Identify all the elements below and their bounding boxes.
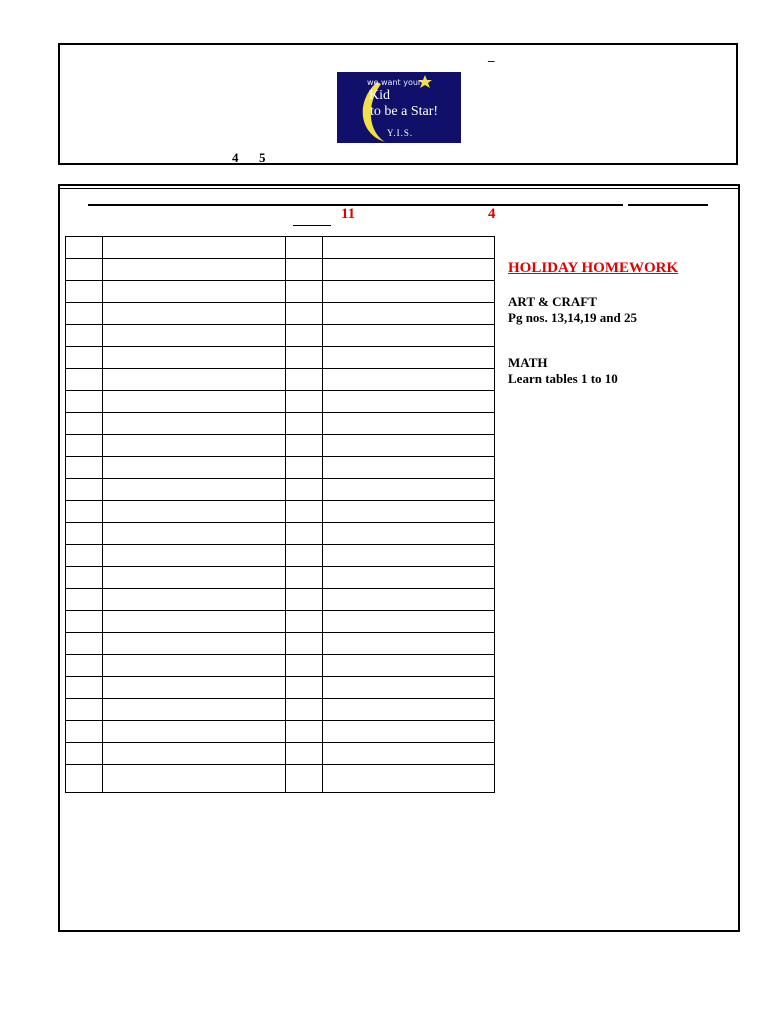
- table-row: [66, 655, 495, 677]
- table-cell: [66, 633, 103, 655]
- table-cell: [286, 523, 323, 545]
- table-cell: [286, 567, 323, 589]
- table-cell: [323, 633, 495, 655]
- table-cell: [323, 765, 495, 793]
- table-cell: [286, 369, 323, 391]
- table-cell: [66, 743, 103, 765]
- table-cell: [66, 347, 103, 369]
- table-row: [66, 567, 495, 589]
- table-cell: [66, 369, 103, 391]
- table-cell: [103, 523, 286, 545]
- table-cell: [323, 611, 495, 633]
- table-cell: [66, 281, 103, 303]
- table-cell: [66, 523, 103, 545]
- logo-text-line1: we want your: [367, 78, 422, 87]
- table-cell: [286, 501, 323, 523]
- table-cell: [66, 303, 103, 325]
- table-row: [66, 479, 495, 501]
- table-row: [66, 413, 495, 435]
- table-cell: [323, 743, 495, 765]
- table-cell: [286, 633, 323, 655]
- table-cell: [66, 721, 103, 743]
- table-cell: [103, 567, 286, 589]
- table-cell: [323, 655, 495, 677]
- table-cell: [286, 347, 323, 369]
- table-cell: [66, 501, 103, 523]
- table-cell: [66, 677, 103, 699]
- table-cell: [323, 325, 495, 347]
- table-cell: [323, 677, 495, 699]
- table-cell: [323, 369, 495, 391]
- table-row: [66, 391, 495, 413]
- table-row: [66, 545, 495, 567]
- blank-rule: [293, 225, 331, 226]
- table-row: [66, 325, 495, 347]
- table-row: [66, 501, 495, 523]
- table-cell: [286, 457, 323, 479]
- table-cell: [66, 589, 103, 611]
- table-cell: [66, 413, 103, 435]
- table-cell: [323, 303, 495, 325]
- table-cell: [66, 479, 103, 501]
- table-cell: [323, 347, 495, 369]
- table-cell: [66, 655, 103, 677]
- main-number-right: 4: [488, 206, 496, 222]
- table-row: [66, 237, 495, 259]
- table-row: [66, 281, 495, 303]
- table-cell: [323, 501, 495, 523]
- table-cell: [286, 435, 323, 457]
- table-cell: [66, 699, 103, 721]
- table-row: [66, 677, 495, 699]
- table-cell: [286, 259, 323, 281]
- table-cell: [103, 303, 286, 325]
- table-cell: [103, 545, 286, 567]
- table-cell: [286, 721, 323, 743]
- table-cell: [286, 677, 323, 699]
- table-cell: [103, 611, 286, 633]
- math-detail: Learn tables 1 to 10: [508, 371, 618, 386]
- table-cell: [66, 765, 103, 793]
- table-row: [66, 633, 495, 655]
- table-row: [66, 743, 495, 765]
- table-cell: [66, 325, 103, 347]
- table-cell: [323, 567, 495, 589]
- table-cell: [286, 303, 323, 325]
- logo-text-line2: Kid: [369, 88, 390, 103]
- table-cell: [286, 655, 323, 677]
- table-cell: [66, 545, 103, 567]
- logo-text-line3: to be a Star!: [370, 104, 439, 119]
- table-cell: [103, 633, 286, 655]
- table-cell: [286, 611, 323, 633]
- table-cell: [103, 281, 286, 303]
- title-rule-right: [628, 204, 708, 206]
- table-row: [66, 347, 495, 369]
- title-rule-left: [88, 204, 623, 206]
- table-cell: [323, 457, 495, 479]
- main-box-inner-rule: [60, 188, 738, 189]
- table-cell: [323, 281, 495, 303]
- table-cell: [286, 479, 323, 501]
- table-cell: [66, 237, 103, 259]
- table-cell: [66, 435, 103, 457]
- table-row: [66, 589, 495, 611]
- table-cell: [323, 479, 495, 501]
- table-cell: [103, 259, 286, 281]
- table-cell: [103, 699, 286, 721]
- table-cell: [286, 589, 323, 611]
- header-dash: _: [488, 48, 495, 63]
- table-row: [66, 721, 495, 743]
- table-cell: [323, 721, 495, 743]
- table-cell: [103, 391, 286, 413]
- table-cell: [323, 237, 495, 259]
- table-cell: [103, 721, 286, 743]
- table-row: [66, 259, 495, 281]
- table-cell: [323, 699, 495, 721]
- table-cell: [103, 237, 286, 259]
- table-cell: [323, 589, 495, 611]
- table-cell: [286, 743, 323, 765]
- table-row: [66, 765, 495, 793]
- table-cell: [103, 479, 286, 501]
- table-cell: [286, 237, 323, 259]
- table-cell: [103, 655, 286, 677]
- header-number-left: 4: [232, 150, 239, 165]
- table-cell: [286, 281, 323, 303]
- table-cell: [66, 567, 103, 589]
- blank-table: [65, 236, 495, 793]
- art-detail: Pg nos. 13,14,19 and 25: [508, 310, 637, 325]
- table-cell: [323, 545, 495, 567]
- table-row: [66, 303, 495, 325]
- table-cell: [66, 457, 103, 479]
- table-cell: [66, 611, 103, 633]
- homework-title: HOLIDAY HOMEWORK: [508, 260, 679, 276]
- table-row: [66, 523, 495, 545]
- table-cell: [103, 435, 286, 457]
- table-cell: [286, 765, 323, 793]
- art-heading: ART & CRAFT: [508, 294, 597, 309]
- table-row: [66, 699, 495, 721]
- table-cell: [103, 677, 286, 699]
- table-cell: [286, 413, 323, 435]
- table-cell: [286, 325, 323, 347]
- table-cell: [323, 259, 495, 281]
- table-cell: [103, 743, 286, 765]
- table-cell: [286, 699, 323, 721]
- table-cell: [66, 259, 103, 281]
- table-cell: [103, 589, 286, 611]
- school-logo: [337, 72, 461, 143]
- table-cell: [103, 501, 286, 523]
- table-row: [66, 611, 495, 633]
- table-row: [66, 457, 495, 479]
- header-number-right: 5: [259, 150, 266, 165]
- table-row: [66, 369, 495, 391]
- table-cell: [103, 347, 286, 369]
- table-cell: [103, 325, 286, 347]
- table-cell: [323, 391, 495, 413]
- table-cell: [66, 391, 103, 413]
- table-row: [66, 435, 495, 457]
- table-cell: [103, 369, 286, 391]
- table-cell: [103, 765, 286, 793]
- table-cell: [103, 457, 286, 479]
- math-heading: MATH: [508, 355, 548, 370]
- table-cell: [323, 435, 495, 457]
- table-cell: [103, 413, 286, 435]
- logo-text-line4: Y.I.S.: [387, 128, 414, 138]
- main-number-left: 11: [341, 206, 356, 222]
- table-cell: [323, 523, 495, 545]
- table-cell: [286, 545, 323, 567]
- table-cell: [323, 413, 495, 435]
- table-cell: [286, 391, 323, 413]
